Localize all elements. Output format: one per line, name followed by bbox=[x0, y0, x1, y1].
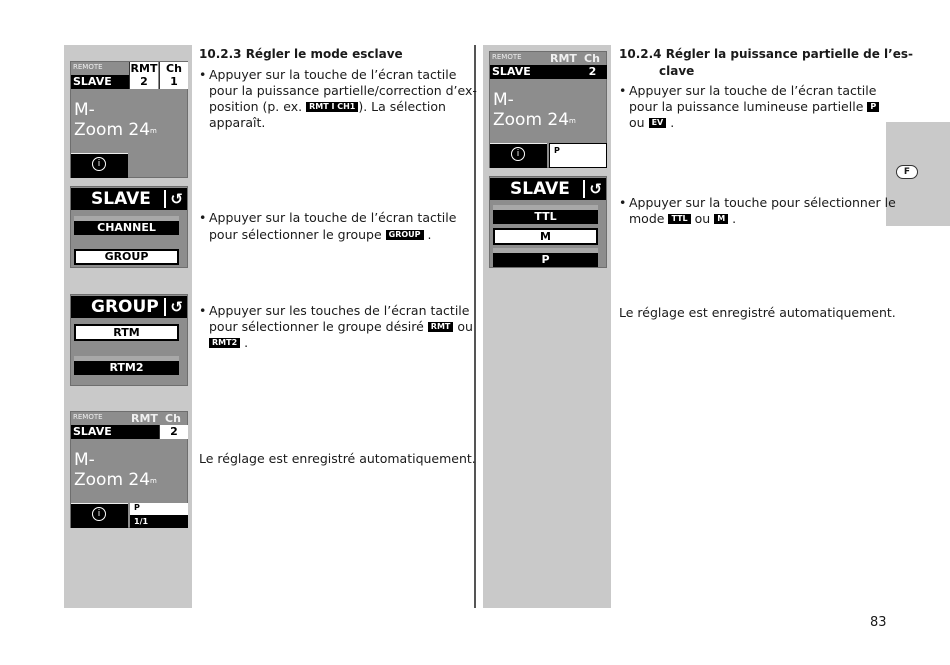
bullet: • bbox=[199, 303, 207, 318]
info-icon: i bbox=[92, 157, 106, 171]
p-option[interactable]: P bbox=[493, 248, 598, 267]
auto-save-note: Le réglage est enregistré automatiquement. bbox=[619, 305, 896, 320]
ch-header: Ch bbox=[159, 62, 188, 75]
column-divider bbox=[474, 45, 476, 608]
remote-label: REMOTE bbox=[73, 413, 103, 421]
remote-label: REMOTE bbox=[492, 53, 522, 61]
info-button[interactable] bbox=[71, 503, 128, 528]
partial-power-label[interactable]: P bbox=[130, 503, 188, 515]
rmt-header: RMT bbox=[130, 62, 158, 75]
step-line: pour la puissance lumineuse partielle P bbox=[629, 99, 879, 115]
mode-text: M- bbox=[74, 100, 95, 120]
rtm2-option[interactable]: RTM2 bbox=[74, 356, 179, 375]
ev-key: EV bbox=[649, 118, 667, 128]
step-line: pour sélectionner le groupe désiré RMT ou bbox=[209, 319, 473, 334]
ttl-key: TTL bbox=[668, 214, 690, 224]
flash-display-slave-ch1 bbox=[70, 61, 188, 178]
group-menu-title: GROUP ↺ bbox=[71, 296, 187, 318]
step-line: pour la puissance partielle/correction d’ex- bbox=[209, 83, 477, 98]
zoom-text: Zoom 24m bbox=[74, 120, 157, 140]
section-heading-partial-power-cont: clave bbox=[659, 64, 695, 78]
ch-value: 2 bbox=[159, 425, 188, 439]
ch-header: Ch bbox=[584, 52, 600, 65]
slave-menu-title: SLAVE ↺ bbox=[490, 178, 606, 200]
mode-text: M- bbox=[493, 90, 514, 110]
bullet: • bbox=[619, 195, 627, 210]
p-key: P bbox=[867, 102, 879, 112]
group-option[interactable]: GROUP bbox=[74, 249, 179, 265]
rtm-option[interactable]: RTM bbox=[74, 324, 179, 341]
ch-value: 2 bbox=[578, 65, 607, 79]
bullet: • bbox=[199, 67, 207, 82]
step-line: Appuyer sur la touche de l’écran tactile bbox=[209, 67, 457, 82]
info-icon: i bbox=[92, 507, 106, 521]
language-tab-badge: F bbox=[896, 165, 918, 179]
remote-label: REMOTE bbox=[73, 63, 103, 71]
zoom-unit: m bbox=[569, 117, 576, 125]
back-icon[interactable]: ↺ bbox=[583, 180, 602, 198]
step-line: Appuyer sur la touche de l’écran tactile bbox=[209, 210, 457, 225]
zoom-text: Zoom 24m bbox=[74, 470, 157, 490]
ch-value: 1 bbox=[159, 75, 188, 89]
back-icon[interactable]: ↺ bbox=[164, 190, 183, 208]
m-key: M bbox=[714, 214, 728, 224]
back-icon[interactable]: ↺ bbox=[164, 298, 183, 316]
step-line: mode TTL ou M . bbox=[629, 211, 737, 226]
step-line: Appuyer sur la touche de l’écran tactile bbox=[629, 83, 877, 98]
bullet: • bbox=[619, 83, 627, 98]
info-icon: i bbox=[511, 147, 525, 161]
slave-menu-title: SLAVE ↺ bbox=[71, 188, 187, 210]
ttl-option[interactable]: TTL bbox=[493, 205, 598, 224]
step-line: ou EV . bbox=[629, 115, 675, 130]
slave-menu-screen bbox=[70, 186, 188, 268]
group-key: GROUP bbox=[386, 230, 424, 240]
step-line: Appuyer sur la touche pour sélectionner le bbox=[629, 195, 896, 210]
mode-text: M- bbox=[74, 450, 95, 470]
channel-option[interactable]: CHANNEL bbox=[74, 216, 179, 235]
slave-mode-label: SLAVE bbox=[490, 65, 606, 79]
partial-power-button[interactable]: P bbox=[549, 143, 607, 168]
zoom-unit: m bbox=[150, 127, 157, 135]
m-option[interactable]: M bbox=[493, 228, 598, 245]
section-heading-slave-mode: 10.2.3 Régler le mode esclave bbox=[199, 47, 403, 61]
step-line: Appuyer sur les touches de l’écran tactile bbox=[209, 303, 470, 318]
zoom-unit: m bbox=[150, 477, 157, 485]
slave-mode-label: SLAVE bbox=[71, 425, 187, 439]
info-button[interactable] bbox=[490, 143, 547, 168]
rmt-key: RMT bbox=[428, 322, 454, 332]
rmt-header: RMT bbox=[550, 52, 577, 65]
step-line: position (p. ex. RMT I CH1 ). La sélection bbox=[209, 99, 446, 114]
rmt-ch1-key: RMT I CH1 bbox=[306, 102, 358, 112]
zoom-text: Zoom 24m bbox=[493, 110, 576, 130]
slave-mode-menu-screen bbox=[489, 176, 607, 268]
partial-power-value: 1/1 bbox=[130, 515, 188, 528]
page-number: 83 bbox=[870, 615, 887, 630]
group-menu-screen bbox=[70, 294, 188, 386]
auto-save-note: Le réglage est enregistré automatiquement. bbox=[199, 451, 476, 466]
info-button[interactable] bbox=[71, 153, 128, 178]
step-line: apparaît. bbox=[209, 115, 266, 130]
step-line: RMT2 . bbox=[209, 335, 248, 351]
bullet: • bbox=[199, 210, 207, 225]
flash-display-slave-partial bbox=[489, 51, 607, 168]
section-heading-partial-power: 10.2.4 Régler la puissance partielle de l’es- bbox=[619, 47, 913, 61]
slave-mode-label: SLAVE bbox=[71, 75, 129, 89]
ch-header: Ch bbox=[165, 412, 181, 425]
rmt-value: 2 bbox=[129, 75, 158, 89]
flash-display-slave-ch2 bbox=[70, 411, 188, 528]
rmt-header: RMT bbox=[131, 412, 158, 425]
rmt2-key: RMT2 bbox=[209, 338, 240, 348]
step-line: pour sélectionner le groupe GROUP . bbox=[209, 227, 432, 242]
